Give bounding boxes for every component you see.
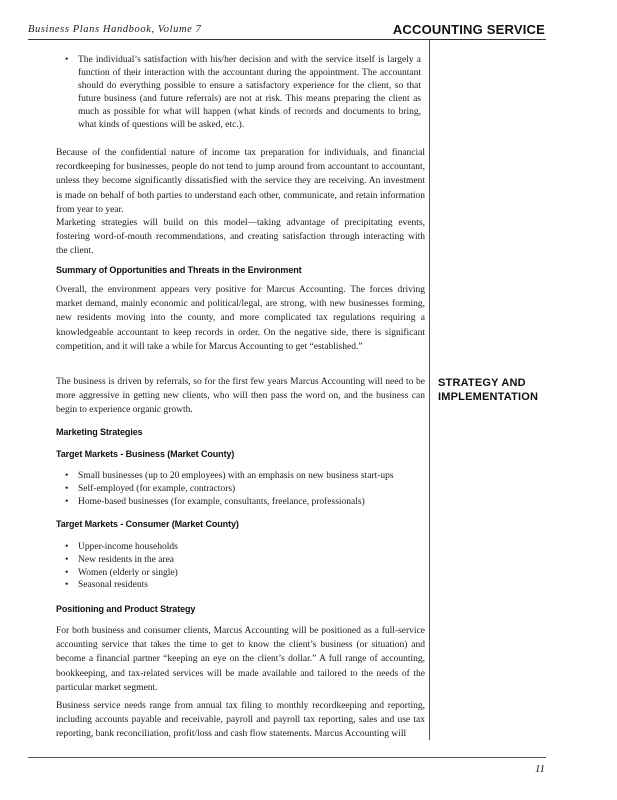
business-target-list	[56, 470, 425, 508]
page-number: 11	[534, 763, 545, 775]
column-divider	[429, 40, 430, 740]
list-item: • Upper-income households	[56, 541, 425, 554]
running-header-section: ACCOUNTING SERVICE	[392, 22, 545, 37]
paragraph-confidential: Because of the confidential nature of income tax preparation for individuals, and financial recordkeeping for businesses, people do not tend to jump around from accountant to accountant, unless they become significantly dissatisfied with the service they are receiving. An investment is made on behalf of both parties to understand each other, communicate, and retain information from year to year.	[56, 148, 425, 215]
heading-target-consumer: Target Markets - Consumer (Market County)	[56, 519, 239, 529]
list-item: • The individual’s satisfaction with his/her decision and with the service itself is largely a function of their interaction with the accountant during the appointment. The accountant should do everything possible to ensure a satisfactory experience for the client, so that future business (and future referrals) are not at risk. This means preparing the client as much as possible for what will happen (what kinds of records and documents to bring, what kinds of questions will be asked, etc.).	[65, 54, 421, 133]
list-item: • Small businesses (up to 20 employees) with an emphasis on new business start-ups	[56, 470, 425, 483]
heading-positioning: Positioning and Product Strategy	[56, 604, 196, 614]
side-heading-line: STRATEGY AND	[438, 377, 526, 389]
side-heading-line: IMPLEMENTATION	[438, 391, 539, 403]
side-heading-strategy	[438, 376, 538, 404]
list-item: • Seasonal residents	[56, 579, 425, 592]
running-header-title: Business Plans Handbook, Volume 7	[28, 24, 202, 35]
heading-marketing-strategies: Marketing Strategies	[56, 427, 143, 437]
list-item: • New residents in the area	[56, 554, 425, 567]
heading-summary: Summary of Opportunities and Threats in the Environment	[56, 265, 302, 275]
paragraph-positioning: For both business and consumer clients, Marcus Accounting will be positioned as a full-service accounting service that takes the time to get to know the client’s business (or situation) and become a financial partner “keeping an eye on the client’s dollar.” A full range of accounting, bookkeeping, and tax-related services will be made available and tailored to the needs of the particular market segment.	[56, 626, 425, 693]
consumer-target-list	[56, 541, 425, 592]
list-item: • Self-employed (for example, contractors)	[56, 483, 425, 496]
header-rule	[28, 39, 546, 40]
paragraph-environment: Overall, the environment appears very positive for Marcus Accounting. The forces driving market demand, mainly economic and political/legal, are strong, with new businesses forming, new residents moving into the county, and more complicated tax regulations requiring a knowledgeable accountant to keep records in order. On the negative side, there is significant competition, and it will take a while for Marcus Accounting to get “established.”	[56, 285, 425, 352]
list-item: • Home-based businesses (for example, consultants, freelance, professionals)	[56, 496, 425, 509]
paragraph-marketing-model: Marketing strategies will build on this model—taking advantage of precipitating events, fostering word-of-mouth recommendations, and creating satisfaction through interacting with the client.	[56, 218, 425, 257]
heading-target-business: Target Markets - Business (Market County)	[56, 449, 235, 459]
list-item: • Women (elderly or single)	[56, 567, 425, 580]
paragraph-referrals: The business is driven by referrals, so for the first few years Marcus Accounting will need to be more aggressive in getting new clients, who will then pass the word on, and the business can begin to experience organic growth.	[56, 377, 425, 416]
paragraph-business-service: Business service needs range from annual tax filing to monthly recordkeeping and reporting, including accounts payable and receivable, payroll and payroll tax reporting, sales and use tax reporting, bank reconciliation, profit/loss and cash flow statements. Marcus Accounting will	[56, 701, 425, 740]
satisfaction-bullet-list	[65, 54, 421, 133]
footer-rule	[28, 757, 546, 758]
